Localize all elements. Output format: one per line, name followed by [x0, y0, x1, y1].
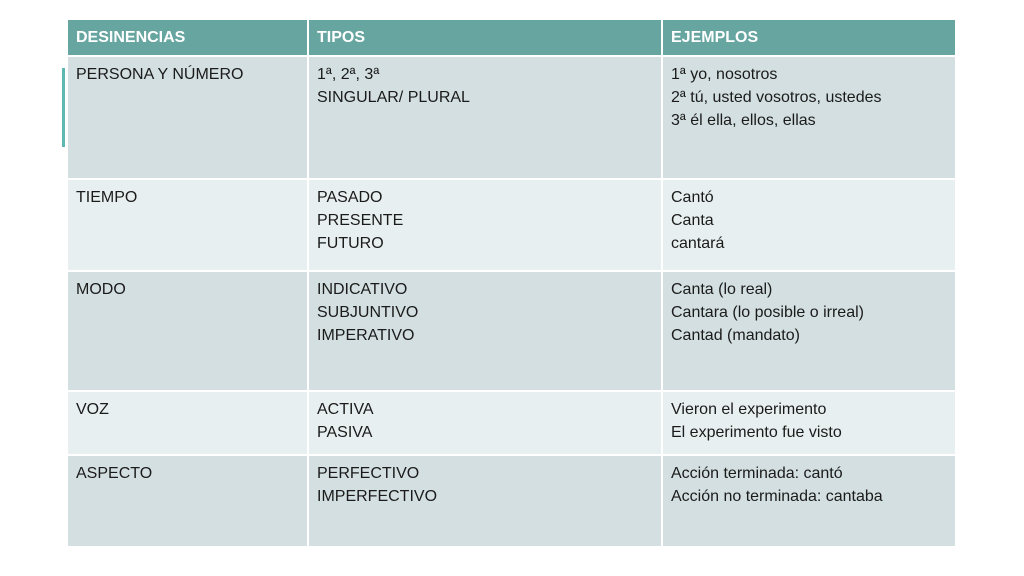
- cell-desinencia: [67, 391, 308, 455]
- cell-ejemplos: [662, 271, 956, 391]
- desinencia-label: VOZ: [76, 401, 109, 418]
- cell-tipos: [308, 455, 662, 547]
- cell-tipos: [308, 179, 662, 271]
- table-row: [67, 56, 956, 179]
- tipo-item: 1ª, 2ª, 3ª: [317, 66, 380, 83]
- cell-tipos: [308, 271, 662, 391]
- table-row: [67, 391, 956, 455]
- ejemplo-item: Cantad (mandato): [671, 327, 800, 344]
- ejemplo-item: Canta: [671, 212, 714, 229]
- tipo-item: ACTIVA: [317, 401, 374, 418]
- cell-ejemplos: [662, 391, 956, 455]
- tipo-item: IMPERATIVO: [317, 327, 415, 344]
- desinencia-label: ASPECTO: [76, 465, 153, 482]
- ejemplo-item: Vieron el experimento: [671, 401, 827, 418]
- cell-ejemplos: [662, 455, 956, 547]
- header-desinencias: DESINENCIAS: [67, 19, 308, 56]
- cell-desinencia: [67, 271, 308, 391]
- header-ejemplos: EJEMPLOS: [662, 19, 956, 56]
- ejemplo-item: Cantó: [671, 189, 714, 206]
- desinencia-label: MODO: [76, 281, 126, 298]
- desinencia-label: PERSONA Y NÚMERO: [76, 66, 244, 83]
- table-row: [67, 271, 956, 391]
- ejemplo-item: Cantara (lo posible o irreal): [671, 304, 864, 321]
- tipo-item: FUTURO: [317, 235, 384, 252]
- tipo-item: SUBJUNTIVO: [317, 304, 419, 321]
- table-header-row: [67, 19, 956, 56]
- tipo-item: SINGULAR/ PLURAL: [317, 89, 470, 106]
- tipo-item: PRESENTE: [317, 212, 404, 229]
- ejemplo-item: 1ª yo, nosotros: [671, 66, 778, 83]
- desinencias-table: [66, 18, 957, 548]
- tipo-item: PERFECTIVO: [317, 465, 420, 482]
- ejemplo-item: Acción no terminada: cantaba: [671, 488, 883, 505]
- accent-bar: [62, 68, 65, 147]
- header-tipos: TIPOS: [308, 19, 662, 56]
- cell-desinencia: [67, 455, 308, 547]
- ejemplo-item: El experimento fue visto: [671, 424, 842, 441]
- cell-desinencia: [67, 179, 308, 271]
- cell-tipos: [308, 391, 662, 455]
- tipo-item: PASIVA: [317, 424, 373, 441]
- table-row: [67, 455, 956, 547]
- ejemplo-item: 3ª él ella, ellos, ellas: [671, 112, 816, 129]
- ejemplo-item: cantará: [671, 235, 725, 252]
- cell-desinencia: [67, 56, 308, 179]
- tipo-item: INDICATIVO: [317, 281, 408, 298]
- tipo-item: PASADO: [317, 189, 383, 206]
- cell-tipos: [308, 56, 662, 179]
- ejemplo-item: Canta (lo real): [671, 281, 773, 298]
- ejemplo-item: Acción terminada: cantó: [671, 465, 843, 482]
- cell-ejemplos: [662, 56, 956, 179]
- tipo-item: IMPERFECTIVO: [317, 488, 438, 505]
- ejemplo-item: 2ª tú, usted vosotros, ustedes: [671, 89, 882, 106]
- table-row: [67, 179, 956, 271]
- cell-ejemplos: [662, 179, 956, 271]
- desinencia-label: TIEMPO: [76, 189, 138, 206]
